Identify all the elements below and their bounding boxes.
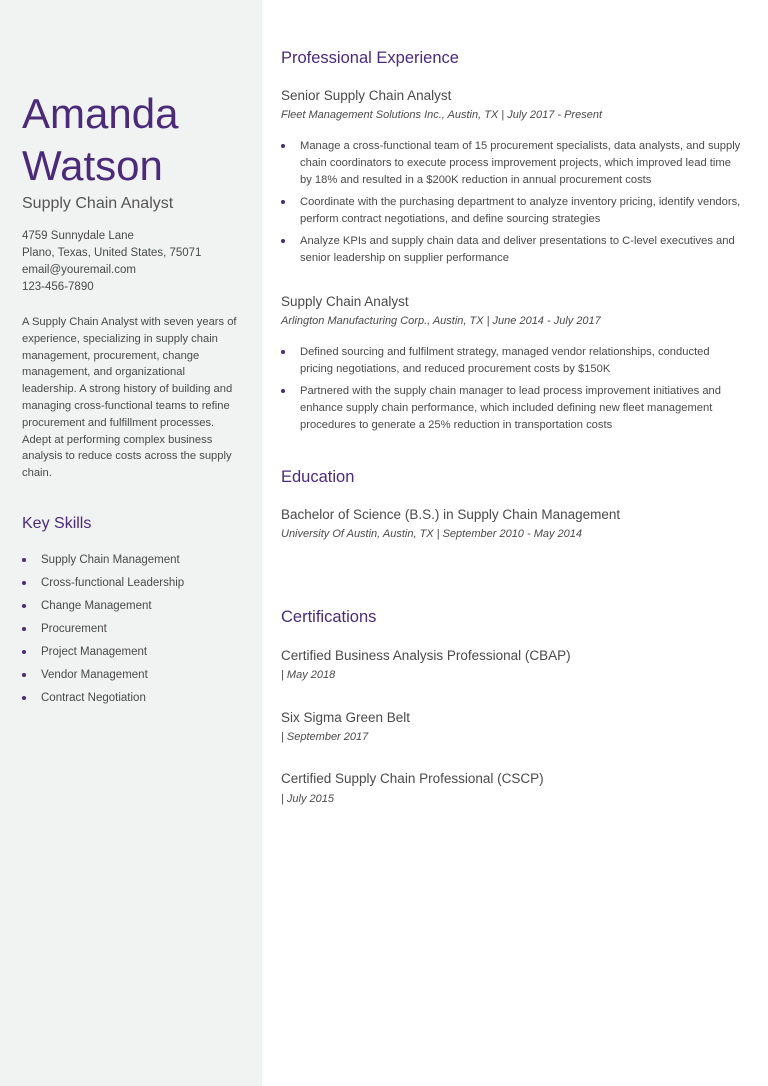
job-meta: Arlington Manufacturing Corp., Austin, TX | June 2014 - July 2017 xyxy=(281,315,601,327)
bullet-icon xyxy=(22,650,26,654)
job-meta: Fleet Management Solutions Inc., Austin, TX | July 2017 - Present xyxy=(281,109,602,121)
bullet-icon xyxy=(281,350,285,354)
certification-name: Six Sigma Green Belt xyxy=(281,710,411,725)
job-bullet: Defined sourcing and fulfilment strategy, managed vendor relationships, conducted pricing negotiations, and reduced procurement costs by $150K xyxy=(281,344,741,378)
bullet-icon xyxy=(22,581,26,585)
skill-item: Supply Chain Management xyxy=(22,551,242,574)
bullet-icon xyxy=(22,627,26,631)
job-bullet: Analyze KPIs and supply chain data and deliver presentations to C-level executives and senior leadership on supplier performance xyxy=(281,233,741,267)
skill-item: Project Management xyxy=(22,643,242,666)
certification-date: | July 2015 xyxy=(281,793,335,805)
first-name: Amanda xyxy=(22,90,179,137)
education-heading: Education xyxy=(281,468,355,486)
candidate-title: Supply Chain Analyst xyxy=(22,195,174,212)
bullet-icon xyxy=(281,389,285,393)
phone: 123-456-7890 xyxy=(22,281,94,293)
job-bullets xyxy=(281,344,741,439)
skills-list xyxy=(22,551,242,712)
bullet-icon xyxy=(22,604,26,608)
certification-name: Certified Supply Chain Professional (CSCP) xyxy=(281,771,544,786)
contact-info xyxy=(22,228,240,296)
education-meta: University Of Austin, Austin, TX | September 2010 - May 2014 xyxy=(281,528,583,540)
last-name: Watson xyxy=(22,142,163,189)
certification-date: | September 2017 xyxy=(281,731,369,743)
bullet-icon xyxy=(281,144,285,148)
skills-heading: Key Skills xyxy=(22,515,92,532)
address-line-2: Plano, Texas, United States, 75071 xyxy=(22,247,202,259)
bullet-icon xyxy=(281,239,285,243)
job-title: Supply Chain Analyst xyxy=(281,294,409,309)
email: email@youremail.com xyxy=(22,264,136,276)
bullet-icon xyxy=(22,558,26,562)
bullet-icon xyxy=(22,696,26,700)
skill-item: Cross-functional Leadership xyxy=(22,574,242,597)
job-bullet: Manage a cross-functional team of 15 procurement specialists, data analysts, and supply chain coordinators to execute process improvement projects, which improved lead time by 18% and resulted in a $200K reduction in annual procurement costs xyxy=(281,138,741,189)
degree: Bachelor of Science (B.S.) in Supply Chain Management xyxy=(281,507,621,522)
bullet-icon xyxy=(22,673,26,677)
address-line-1: 4759 Sunnydale Lane xyxy=(22,230,134,242)
experience-heading: Professional Experience xyxy=(281,49,459,67)
skill-item: Procurement xyxy=(22,620,242,643)
candidate-name xyxy=(22,88,178,192)
job-bullet: Coordinate with the purchasing department to analyze inventory pricing, identify vendors, perform contract negotiations, and define sourcing strategies xyxy=(281,194,741,228)
profile-summary: A Supply Chain Analyst with seven years of experience, specializing in supply chain management, procurement, change management, and organizational leadership. A strong history of building and managing cross-functional teams to refine procurement and fulfillment processes. Adept at performing complex business analysis to reduce costs across the supply chain. xyxy=(22,316,237,480)
job-bullets xyxy=(281,138,741,272)
certification-name: Certified Business Analysis Professional (CBAP) xyxy=(281,648,571,663)
skill-item: Contract Negotiation xyxy=(22,689,242,712)
job-bullet: Partnered with the supply chain manager to lead process improvement initiatives and enhance supply chain performance, which included defining new fleet management procedures to generate a 25% reduction in transportation costs xyxy=(281,383,741,434)
bullet-icon xyxy=(281,200,285,204)
job-title: Senior Supply Chain Analyst xyxy=(281,88,452,103)
skill-item: Change Management xyxy=(22,597,242,620)
certification-date: | May 2018 xyxy=(281,669,336,681)
certifications-heading: Certifications xyxy=(281,608,377,626)
skill-item: Vendor Management xyxy=(22,666,242,689)
